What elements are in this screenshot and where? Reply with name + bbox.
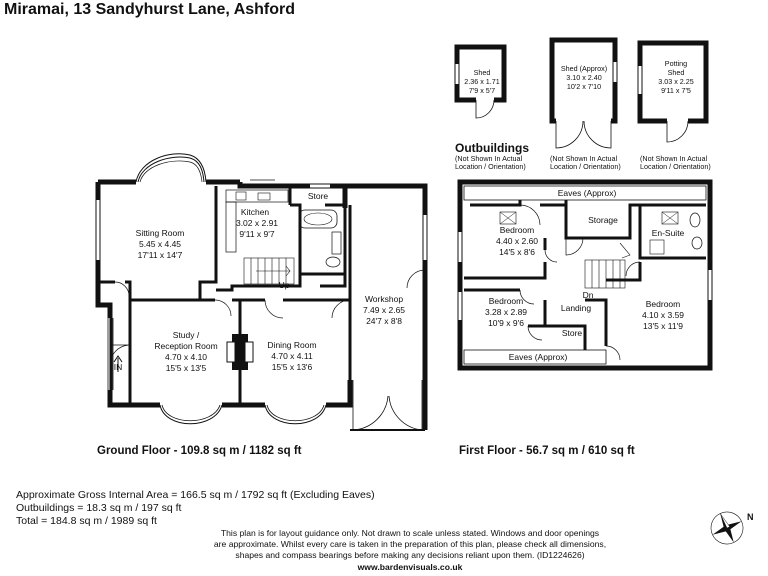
potting-shed-imperial: 9'11 x 7'5 [661, 86, 691, 95]
shed-approx-name: Shed (Approx) [560, 64, 608, 73]
gross-area: Approximate Gross Internal Area = 166.5 sq m / 1792 sq ft (Excluding Eaves) [16, 489, 375, 501]
bedroom-3-imperial: 13'5 x 11'9 [643, 321, 683, 331]
sitting-room-metric: 5.45 x 4.45 [138, 239, 182, 249]
shed-imperial: 7'9 x 5'7 [468, 86, 496, 95]
bedroom-2-name: Bedroom [488, 296, 524, 306]
study-name-2: Reception Room [154, 341, 218, 351]
compass-icon [706, 507, 749, 550]
store-label: Store [307, 191, 329, 201]
compass-north-label: N [747, 512, 754, 522]
kitchen-imperial: 9'11 x 9'7 [239, 229, 275, 239]
disclaimer-line-1: This plan is for layout guidance only. Not drawn to scale unless stated. Windows and door openings [220, 528, 600, 538]
workshop-name: Workshop [364, 294, 404, 304]
kitchen-metric: 3.02 x 2.91 [235, 218, 279, 228]
area-summary [16, 489, 375, 528]
en-suite-label: En-Suite [651, 228, 685, 238]
bedroom-1-imperial: 14'5 x 8'6 [499, 247, 535, 257]
dining-room-metric: 4.70 x 4.11 [271, 351, 313, 361]
first-floor-label: First Floor - 56.7 sq m / 610 sq ft [459, 445, 635, 457]
workshop-imperial: 24'7 x 8'8 [366, 316, 402, 326]
outbuilding-note-2a: (Not Shown In Actual [550, 154, 618, 163]
eaves-bottom-label: Eaves (Approx) [508, 352, 568, 362]
kitchen-name: Kitchen [240, 207, 270, 217]
outbuilding-shed-approx [552, 40, 617, 148]
sitting-room-imperial: 17'11 x 14'7 [137, 250, 183, 260]
study-name-1: Study / [172, 330, 200, 340]
website-link[interactable]: www.bardenvisuals.co.uk [357, 561, 463, 572]
bedroom-1-name: Bedroom [499, 225, 535, 235]
potting-shed-name-1: Potting [664, 59, 688, 68]
bedroom-1-metric: 4.40 x 2.60 [495, 236, 539, 246]
disclaimer [190, 528, 630, 573]
outbuilding-note-1b: Location / Orientation) [455, 162, 526, 171]
bedroom-2-imperial: 10'9 x 9'6 [488, 318, 524, 328]
disclaimer-line-2: are approximate. Whilst every care is taken in the preparation of this plan, please check all dimensions, [213, 539, 607, 550]
study-imperial: 15'5 x 13'5 [165, 363, 207, 373]
first-floor-plan [458, 182, 712, 368]
storage-label: Storage [588, 215, 618, 225]
ground-floor-label: Ground Floor - 109.8 sq m / 1182 sq ft [97, 445, 302, 457]
outbuildings-area: Outbuildings = 18.3 sq m / 197 sq ft [16, 502, 182, 514]
shed-approx-imperial: 10'2 x 7'10 [566, 82, 602, 91]
stairs-down-label: Dn [582, 290, 594, 300]
potting-shed-name-2: Shed [667, 68, 685, 77]
sitting-room-name: Sitting Room [135, 228, 185, 238]
outbuilding-potting-shed [638, 43, 706, 142]
workshop-metric: 7.49 x 2.65 [362, 305, 406, 315]
shed-approx-metric: 3.10 x 2.40 [566, 73, 602, 82]
outbuildings-heading: Outbuildings [455, 141, 529, 155]
bedroom-2-metric: 3.28 x 2.89 [484, 307, 528, 317]
dining-room-name: Dining Room [267, 340, 317, 350]
landing-label: Landing [560, 303, 592, 313]
first-floor-store-label: Store [561, 328, 583, 338]
outbuilding-note-1a: (Not Shown In Actual [455, 154, 523, 163]
outbuilding-note-3b: Location / Orientation) [640, 162, 711, 171]
bedroom-3-name: Bedroom [645, 299, 681, 309]
disclaimer-line-3: shapes and compass bearings before making any decisions reliant upon them. (ID1224626) [235, 550, 585, 561]
study-metric: 4.70 x 4.10 [164, 352, 208, 362]
entrance-label: IN [113, 362, 123, 372]
outbuilding-note-2b: Location / Orientation) [550, 162, 621, 171]
outbuilding-note-3a: (Not Shown In Actual [640, 154, 708, 163]
total-area: Total = 184.8 sq m / 1989 sq ft [16, 515, 157, 527]
dining-room-imperial: 15'5 x 13'6 [271, 362, 313, 372]
eaves-top-label: Eaves (Approx) [557, 188, 617, 198]
shed-metric: 2.36 x 1.71 [464, 77, 500, 86]
ground-floor-plan [96, 154, 427, 430]
shed-name: Shed [473, 68, 491, 77]
stairs-up-label: Up [278, 280, 290, 290]
property-title: Miramai, 13 Sandyhurst Lane, Ashford [4, 1, 296, 18]
potting-shed-metric: 3.03 x 2.25 [658, 77, 694, 86]
bedroom-3-metric: 4.10 x 3.59 [641, 310, 685, 320]
outbuilding-shed [455, 47, 504, 118]
